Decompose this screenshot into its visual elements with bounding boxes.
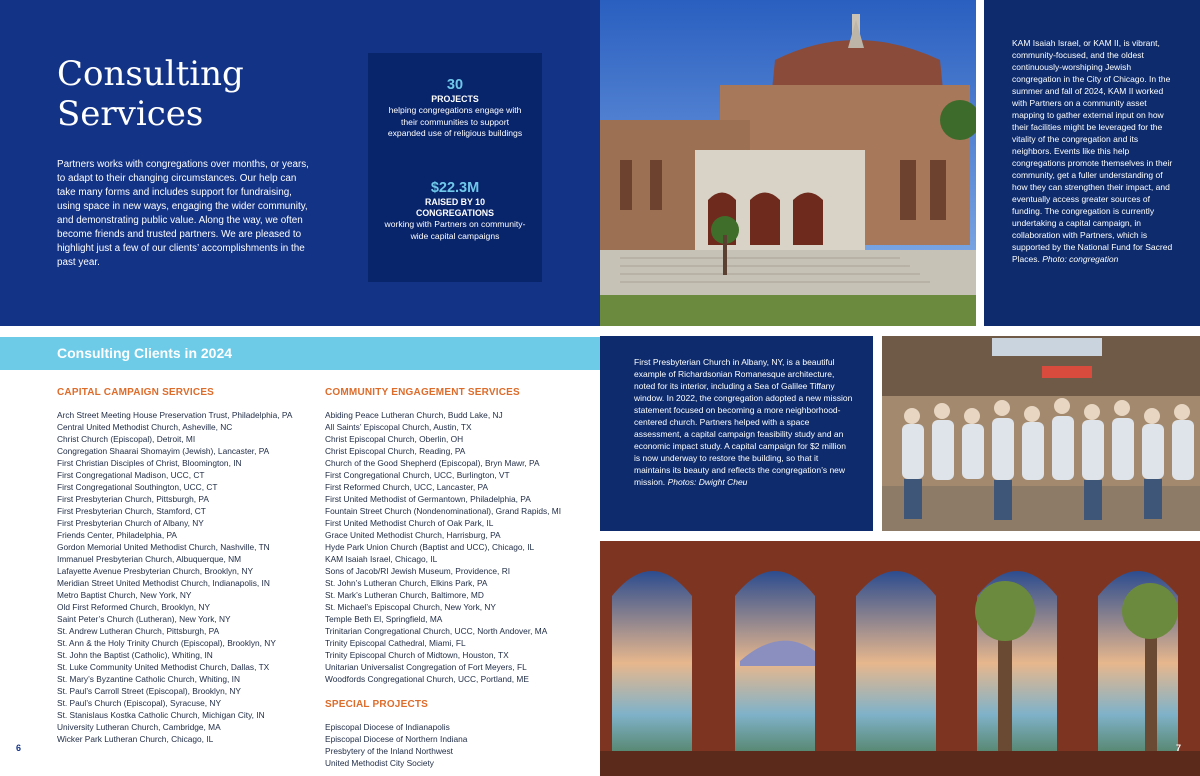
client-list-item: Presbytery of the Inland Northwest: [325, 746, 453, 756]
client-list-item: Trinity Episcopal Cathedral, Miami, FL: [325, 638, 466, 648]
fpc-caption-text: First Presbyterian Church in Albany, NY, is a beautiful example of Richardsonian Romanesque architecture, noted for its interior, including a Sea of Galilee Tiffany window. In 2022, the congregation adopted a new mission statement focused on becoming a more neighborhood-centered church. Partners helped with a space assessment, a capital campaign feasibility study and an economic impact study. A capital campaign for $2 million is now underway to restore the building, so that it maintains its beauty and reflects the congregation’s new mission.: [634, 357, 853, 487]
client-list-item: Fountain Street Church (Nondenominational), Grand Rapids, MI: [325, 506, 562, 516]
client-list-item: Christ Episcopal Church, Reading, PA: [325, 446, 466, 456]
client-list-item: St. John the Baptist (Catholic), Whiting, IN: [57, 650, 213, 660]
client-list-item: First United Methodist of Germantown, Philadelphia, PA: [325, 494, 531, 504]
stat-raised-desc: working with Partners on community-wide capital campaigns: [384, 219, 526, 241]
client-list-item: Christ Church (Episcopal), Detroit, MI: [57, 434, 196, 444]
client-list-item: St. Paul’s Church (Episcopal), Syracuse, NY: [57, 698, 222, 708]
client-list-item: Arch Street Meeting House Preservation Trust, Philadelphia, PA: [57, 410, 293, 420]
client-list-item: United Methodist City Society: [325, 758, 434, 768]
stat-projects: [368, 76, 542, 140]
client-list-item: St. Andrew Lutheran Church, Pittsburgh, PA: [57, 626, 220, 636]
client-list-item: Congregation Shaarai Shomayim (Jewish), Lancaster, PA: [57, 446, 270, 456]
stained-glass-photo: [600, 541, 1200, 776]
client-list-item: St. Paul’s Carroll Street (Episcopal), Brooklyn, NY: [57, 686, 241, 696]
fpc-caption: [600, 336, 873, 531]
client-list-item: First Congregational Southington, UCC, CT: [57, 482, 218, 492]
client-list-item: Trinity Episcopal Church of Midtown, Houston, TX: [325, 650, 509, 660]
title-line-2: Services: [57, 94, 204, 134]
client-list-item: Old First Reformed Church, Brooklyn, NY: [57, 602, 211, 612]
client-list-item: St. Mark’s Lutheran Church, Baltimore, MD: [325, 590, 484, 600]
kam-caption-text: KAM Isaiah Israel, or KAM II, is vibrant, community-focused, and the oldest continuously-worshiping Jewish congregation in the City of Chicago. In the summer and fall of 2024, KAM II worked with Partners on a community asset mapping to gather external input on how their facilities might be leveraged for the vitality of the congregation and its neighbors. Events like this help congregations promote themselves in their community, get a fuller understanding of how they can strengthen their impact, and eventually access greater sources of funding. The congregation is currently undertaking a capital campaign, in collaboration with Partners, which is supported by the National Fund for Sacred Places.: [1012, 38, 1173, 264]
synagogue-photo: [600, 0, 976, 326]
clients-heading-band: [0, 337, 600, 370]
stat-raised: [368, 179, 542, 242]
client-list-item: Wicker Park Lutheran Church, Chicago, IL: [57, 734, 214, 744]
client-list-item: Saint Peter’s Church (Lutheran), New York, NY: [57, 614, 231, 624]
intro-paragraph: Partners works with congregations over months, or years, to adapt to their changing circumstances. Our help can take many forms and includes support for fundraising, using space in new ways, engaging the wider community, and demonstrating public value. Along the way, we often become friends and trusted partners. We are pleased to highlight just a few of our clients’ accomplishments in the past year.: [57, 159, 309, 268]
title-line-1: Consulting: [57, 54, 244, 94]
client-list-item: First Congregational Church, UCC, Burlington, VT: [325, 470, 510, 480]
stat-projects-desc: helping congregations engage with their communities to support expanded use of religious buildings: [387, 105, 523, 138]
client-list-item: Woodfords Congregational Church, UCC, Portland, ME: [325, 674, 529, 684]
client-list-item: St. Michael’s Episcopal Church, New York, NY: [325, 602, 496, 612]
client-list-item: Friends Center, Philadelphia, PA: [57, 530, 177, 540]
page-title: [57, 54, 317, 134]
stat-raised-label: RAISED BY 10 CONGREGATIONS: [415, 197, 495, 218]
client-list-item: KAM Isaiah Israel, Chicago, IL: [325, 554, 438, 564]
client-list-item: First Presbyterian Church of Albany, NY: [57, 518, 204, 528]
client-list-item: St. Luke Community United Methodist Church, Dallas, TX: [57, 662, 270, 672]
client-list-item: Abiding Peace Lutheran Church, Budd Lake, NJ: [325, 410, 503, 420]
capital-campaign-title: CAPITAL CAMPAIGN SERVICES: [57, 387, 215, 398]
stat-projects-label: PROJECTS: [431, 94, 479, 104]
hero-panel: [0, 0, 600, 326]
special-projects-list: [325, 721, 595, 769]
page-number-left: 6: [16, 743, 22, 753]
kam-caption: [984, 0, 1200, 326]
client-list-item: Sons of Jacob/RI Jewish Museum, Providence, RI: [325, 566, 511, 576]
client-list-item: First Reformed Church, UCC, Lancaster, PA: [325, 482, 489, 492]
client-list-item: First Presbyterian Church, Pittsburgh, PA: [57, 494, 209, 504]
client-list-item: St. Stanislaus Kostka Catholic Church, Michigan City, IN: [57, 710, 265, 720]
capital-campaign-column: [57, 386, 319, 745]
clients-heading: Consulting Clients in 2024: [57, 345, 233, 361]
congregation-group-photo: [882, 336, 1200, 531]
client-list-item: All Saints’ Episcopal Church, Austin, TX: [325, 422, 472, 432]
community-engagement-list: [325, 409, 595, 685]
client-list-item: Temple Beth El, Springfield, MA: [325, 614, 443, 624]
client-list-item: St. John’s Lutheran Church, Elkins Park, PA: [325, 578, 488, 588]
stats-box: [368, 53, 542, 282]
client-list-item: Hyde Park Union Church (Baptist and UCC), Chicago, IL: [325, 542, 535, 552]
stat-projects-number: 30: [446, 77, 464, 93]
client-list-item: Episcopal Diocese of Northern Indiana: [325, 734, 468, 744]
client-list-item: Church of the Good Shepherd (Episcopal), Bryn Mawr, PA: [325, 458, 540, 468]
page-number-right: 7: [1176, 743, 1182, 753]
client-list-item: Central United Methodist Church, Asheville, NC: [57, 422, 233, 432]
client-list-item: First United Methodist Church of Oak Park, IL: [325, 518, 494, 528]
client-list-item: Episcopal Diocese of Indianapolis: [325, 722, 450, 732]
stat-raised-number: $22.3M: [430, 180, 480, 196]
capital-campaign-list: [57, 409, 319, 745]
client-list-item: Trinitarian Congregational Church, UCC, North Andover, MA: [325, 626, 548, 636]
client-list-item: Gordon Memorial United Methodist Church, Nashville, TN: [57, 542, 270, 552]
client-list-item: University Lutheran Church, Cambridge, MA: [57, 722, 221, 732]
fpc-photo-credit: Photos: Dwight Cheu: [667, 477, 748, 487]
client-list-item: Grace United Methodist Church, Harrisburg, PA: [325, 530, 501, 540]
client-list-item: Metro Baptist Church, New York, NY: [57, 590, 192, 600]
special-projects-title: SPECIAL PROJECTS: [325, 699, 429, 710]
client-list-item: First Congregational Madison, UCC, CT: [57, 470, 205, 480]
community-engagement-column: [325, 386, 595, 769]
kam-photo-credit: Photo: congregation: [1042, 254, 1119, 264]
client-list-item: Immanuel Presbyterian Church, Albuquerque, NM: [57, 554, 242, 564]
client-list-item: Christ Episcopal Church, Oberlin, OH: [325, 434, 464, 444]
community-engagement-title: COMMUNITY ENGAGEMENT SERVICES: [325, 387, 520, 398]
client-list-item: Lafayette Avenue Presbyterian Church, Brooklyn, NY: [57, 566, 254, 576]
client-list-item: Unitarian Universalist Congregation of Fort Meyers, FL: [325, 662, 527, 672]
client-list-item: St. Ann & the Holy Trinity Church (Episcopal), Brooklyn, NY: [57, 638, 276, 648]
client-list-item: St. Mary’s Byzantine Catholic Church, Whiting, IN: [57, 674, 241, 684]
client-list-item: First Presbyterian Church, Stamford, CT: [57, 506, 206, 516]
client-list-item: First Christian Disciples of Christ, Bloomington, IN: [57, 458, 242, 468]
client-list-item: Meridian Street United Methodist Church, Indianapolis, IN: [57, 578, 270, 588]
